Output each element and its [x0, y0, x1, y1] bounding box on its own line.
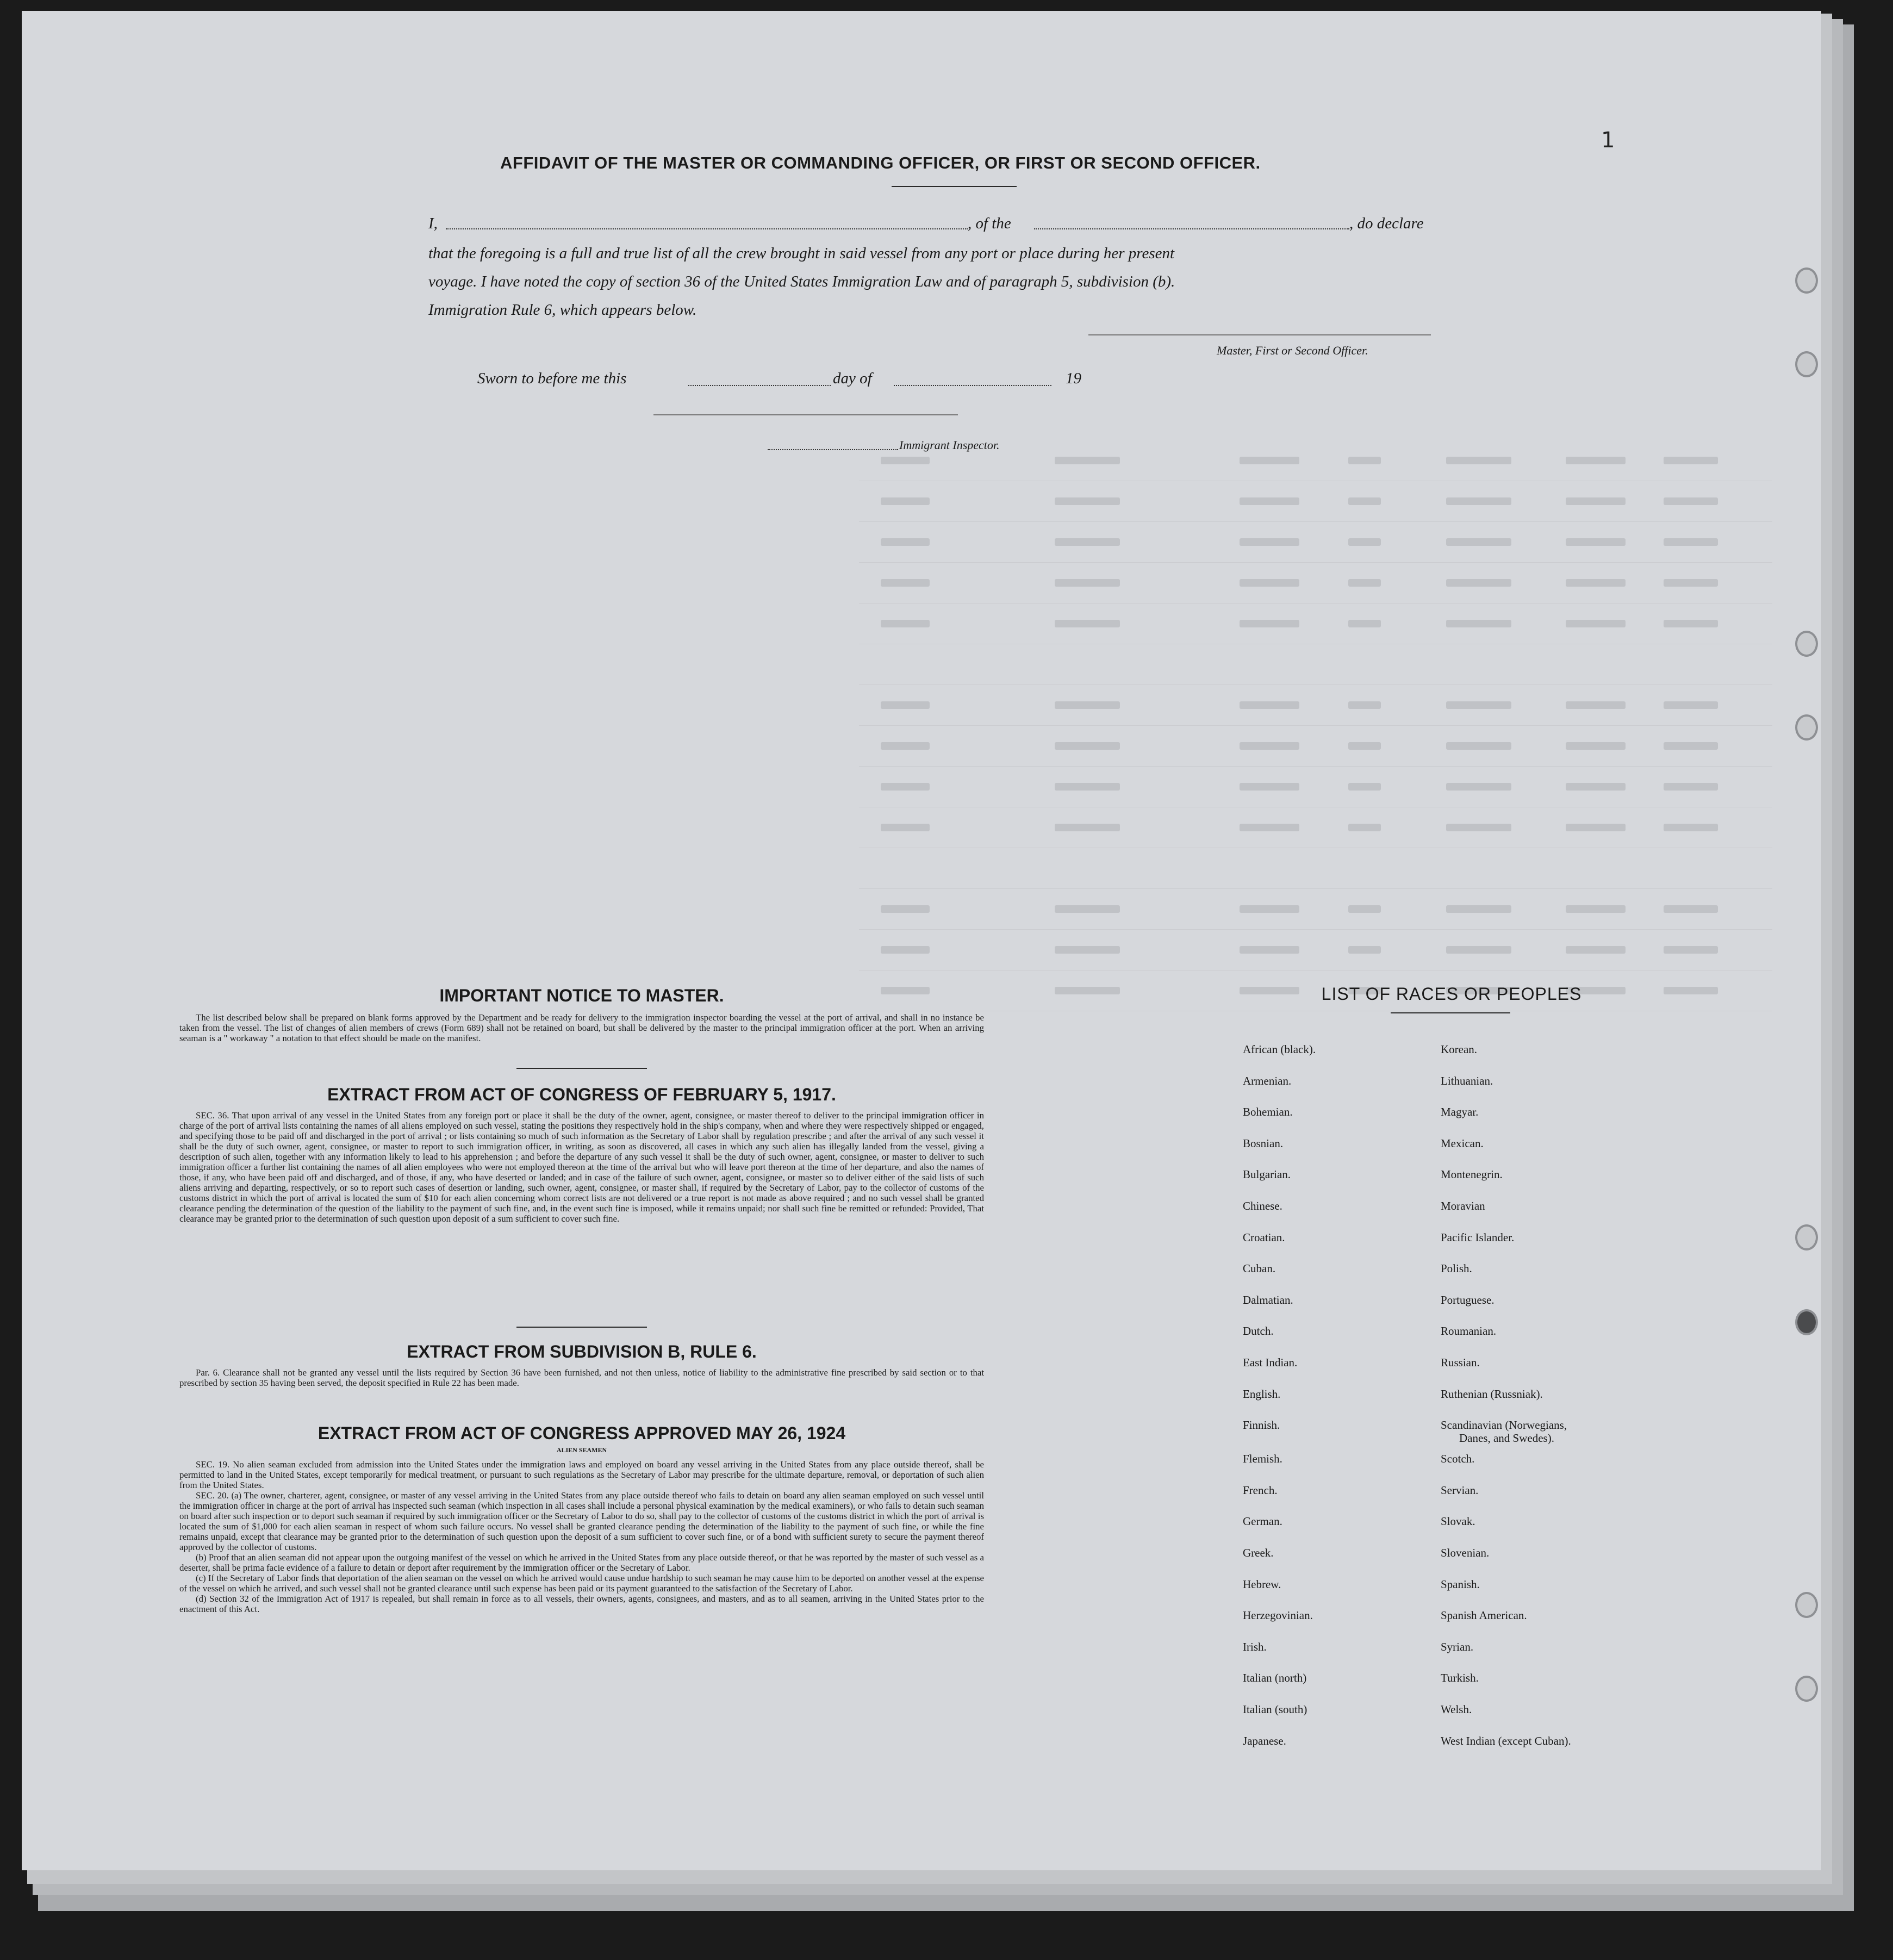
bleed-through-mark	[1664, 905, 1718, 913]
race-item: Portuguese.	[1441, 1293, 1495, 1306]
notice-text: The list described below shall be prepared on blank forms approved by the Department and be ready for delivery to the immigration inspector boarding the vessel at the port of arrival, and shall in no instance be taken from the vessel. The list of changes of alien members of crews (Form 689) shall not be retained on board, but shall be delivered by the master to the principal immigration officer at the port. When an arriving seaman is a " workaway " a notation to that effect should be made on the manifest.	[179, 1012, 984, 1043]
affidavit-line-2: that the foregoing is a full and true list of all the crew brought in said vessel from any port or place during her present	[428, 245, 1175, 262]
race-item: Japanese.	[1243, 1734, 1286, 1747]
sec-20a: SEC. 20. (a) The owner, charterer, agent, consignee, or master of any vessel arriving in the United States from any place outside thereof who fails to detain on board any alien seaman employed on such vessel until the immigration officer in charge at the port of arrival has inspected such seaman (which inspection in all cases shall include a personal physical examination by the medical examiners), or who fails to detain such seaman on board after such inspection or to deport such seaman if required by such immigration officer or the Secretary of Labor to do so, shall pay to the collector of customs of the customs district in which the port of arrival is located the sum of $1,000 for each alien seaman in respect of whom such failure occurs. No vessel shall be granted clearance pending the determination of the liability to the payment of such fine, or while the fine remains unpaid, except that clearance may be granted prior to the determination of such question upon the deposit of a sum sufficient to cover such fine, or of a bond with sufficient surety to secure the payment thereof approved by the collector of customs.	[179, 1490, 984, 1552]
bleed-through-mark	[1240, 905, 1299, 913]
bleed-through-mark	[1348, 946, 1381, 954]
bleed-through-mark	[1664, 620, 1718, 627]
race-item: Servian.	[1441, 1483, 1479, 1497]
bleed-through-row	[859, 848, 1772, 889]
race-item: Irish.	[1243, 1640, 1267, 1653]
race-item: Bosnian.	[1243, 1136, 1284, 1150]
race-item: West Indian (except Cuban).	[1441, 1734, 1571, 1747]
bleed-through-mark	[1240, 538, 1299, 546]
binder-hole	[1795, 1309, 1818, 1335]
bleed-through-mark	[1664, 946, 1718, 954]
bleed-through-mark	[1240, 783, 1299, 791]
race-item: Croatian.	[1243, 1230, 1285, 1244]
bleed-through-mark	[1566, 457, 1626, 464]
bleed-through-mark	[1566, 905, 1626, 913]
sec-20b: (b) Proof that an alien seaman did not appear upon the outgoing manifest of the vessel on which he arrived in the United States from any place outside thereof, or that he was reported by the master of such vessel as a deserter, shall be prima facie evidence of a failure to detain or deport after requirement by the immigration officer or the Secretary of Labor.	[179, 1552, 984, 1573]
bleed-through-mark	[1446, 824, 1511, 831]
bleed-through-mark	[1055, 538, 1120, 546]
bleed-through-mark	[1446, 457, 1511, 464]
binder-hole	[1795, 714, 1818, 741]
race-item: Moravian	[1441, 1199, 1485, 1212]
bleed-through-mark	[1446, 497, 1511, 505]
bleed-through-mark	[1664, 579, 1718, 587]
race-item: Flemish.	[1243, 1452, 1282, 1466]
bleed-through-mark	[1664, 457, 1718, 464]
bleed-through-mark	[1055, 824, 1120, 831]
inspector-caption: Immigrant Inspector.	[899, 438, 1000, 452]
bleed-through-mark	[1664, 824, 1718, 831]
race-item: Korean.	[1441, 1043, 1478, 1056]
race-item: Finnish.	[1243, 1418, 1280, 1432]
bleed-through-mark	[1055, 987, 1120, 994]
inspector-dotted-line	[768, 449, 898, 450]
bleed-through-row	[859, 522, 1772, 563]
race-item: German.	[1243, 1515, 1282, 1528]
bleed-through-mark	[1240, 824, 1299, 831]
bleed-through-mark	[1055, 905, 1120, 913]
race-item: French.	[1243, 1483, 1278, 1497]
bleed-through-mark	[1664, 742, 1718, 750]
bleed-through-mark	[881, 742, 930, 750]
bleed-through-mark	[1446, 620, 1511, 627]
bleed-through-mark	[1664, 701, 1718, 709]
affidavit-i: I,	[428, 215, 438, 232]
race-item: Italian (north)	[1243, 1671, 1307, 1685]
race-item: Herzegovinian.	[1243, 1609, 1313, 1622]
document-page	[22, 11, 1821, 1870]
bleed-through-mark	[1055, 946, 1120, 954]
bleed-through-row	[859, 726, 1772, 767]
bleed-through-mark	[1566, 538, 1626, 546]
bleed-through-mark	[1240, 620, 1299, 627]
race-item: African (black).	[1243, 1043, 1316, 1056]
race-item: Spanish American.	[1441, 1609, 1527, 1622]
bleed-through-mark	[1240, 497, 1299, 505]
race-item: Chinese.	[1243, 1199, 1282, 1212]
extract-1917-text: SEC. 36. That upon arrival of any vessel in the United States from any foreign port or place it shall be the duty of the owner, agent, consignee, or master thereof to deliver to the principal immigration officer in charge of the port of arrival lists containing the names of all aliens employed on such vessel, stating the positions they respectively hold in the ship's company, when and where they were respectively shipped or engaged, and specifying those to be paid off and discharged in the port of arrival ; or lists containing so much of such information as the Secretary of Labor shall by regulation prescribe ; and after the arrival of any such vessel it shall be the duty of such owner, agent, consignee, or master to report to such immigration officer, in writing, as soon as discovered, all cases in which any such alien has illegally landed from the vessel, giving a description of such alien, together with any information likely to lead to his apprehension ; and before the departure of any such vessel it shall be the duty of such owner, agent, consignee, or master to deliver to such immigration officer a further list containing the names of all alien employees who were not employed thereon at the time of the arrival but who will leave port thereon at the time of her departure, and also the names of those, if any, who have been paid off and discharged, and of those, if any, who have deserted or landed; and in case of the failure of such owner, agent, consignee, or master so to deliver either of the said lists of such aliens arriving and departing, respectively, or so to report such cases of desertion or landing, such owner, agent, consignee, or master shall, if required by the Secretary of Labor, pay to the collector of customs of the customs district in which the port of arrival is located the sum of $10 for each alien concerning whom correct lists are not delivered or a true report is not made as above required ; and no such vessel shall be granted clearance pending the determination of the question of the liability to the payment of such fine, and, in the event such fine is imposed, while it remains unpaid; nor shall such fine be remitted or refunded: Provided, That clearance may be granted prior to the determination of such question upon deposit of a sum sufficient to cover such fine.	[179, 1110, 984, 1224]
affidavit-line-4: Immigration Rule 6, which appears below.	[428, 301, 697, 319]
bleed-through-mark	[1348, 783, 1381, 791]
bleed-through-mark	[1566, 783, 1626, 791]
race-item: Roumanian.	[1441, 1324, 1497, 1338]
bleed-through-mark	[881, 620, 930, 627]
bleed-through-mark	[1055, 579, 1120, 587]
divider	[516, 1327, 647, 1328]
bleed-through-mark	[1348, 742, 1381, 750]
race-item: Bulgarian.	[1243, 1168, 1291, 1181]
affidavit-of-the: , of the	[968, 215, 1011, 232]
signature-line	[1088, 334, 1431, 335]
vessel-line	[1034, 228, 1349, 229]
race-item: Greek.	[1243, 1546, 1274, 1559]
bleed-through-mark	[1446, 905, 1511, 913]
race-item: Slovenian.	[1441, 1546, 1490, 1559]
bleed-through-mark	[1566, 579, 1626, 587]
race-item: Syrian.	[1441, 1640, 1474, 1653]
bleed-through-mark	[1664, 538, 1718, 546]
race-item: Welsh.	[1441, 1703, 1472, 1716]
race-item: Armenian.	[1243, 1074, 1292, 1087]
bleed-through-mark	[881, 701, 930, 709]
race-item: East Indian.	[1243, 1356, 1298, 1369]
race-item: English.	[1243, 1387, 1281, 1401]
bleed-through-mark	[1348, 824, 1381, 831]
title-rule	[892, 186, 1017, 187]
bleed-through-mark	[1566, 742, 1626, 750]
race-item: Hebrew.	[1243, 1577, 1281, 1591]
bleed-through-mark	[1446, 579, 1511, 587]
bleed-through-mark	[1446, 538, 1511, 546]
bleed-through-mark	[1348, 620, 1381, 627]
race-item: Slovak.	[1441, 1515, 1475, 1528]
races-title-rule	[1391, 1012, 1510, 1013]
race-item: Dutch.	[1243, 1324, 1274, 1338]
race-item: Montenegrin.	[1441, 1168, 1503, 1181]
bleed-through-mark	[1348, 905, 1381, 913]
sworn-day-line	[688, 385, 831, 386]
bleed-through-mark	[1446, 701, 1511, 709]
bleed-through-row	[859, 889, 1772, 930]
bleed-through-row	[859, 807, 1772, 848]
name-line	[446, 228, 968, 229]
binder-hole	[1795, 631, 1818, 657]
bleed-through-mark	[1566, 946, 1626, 954]
bleed-through-mark	[1240, 457, 1299, 464]
bleed-through-mark	[1055, 497, 1120, 505]
binder-hole	[1795, 1224, 1818, 1250]
bleed-through-mark	[1446, 783, 1511, 791]
bleed-through-mark	[1446, 946, 1511, 954]
act-1924-subtitle: ALIEN SEAMEN	[556, 1446, 607, 1454]
rule6-text: Par. 6. Clearance shall not be granted any vessel until the lists required by Section 36 have been furnished, and not then unless, notice of liability to the administrative fine prescribed by said section or to that prescribed by section 35 having been served, the deposit specified in Rule 22 has been made.	[179, 1367, 984, 1388]
bleed-through-mark	[1566, 620, 1626, 627]
race-item: Mexican.	[1441, 1136, 1484, 1150]
race-item: Polish.	[1441, 1262, 1472, 1275]
bleed-through-row	[859, 481, 1772, 522]
bleed-through-mark	[1664, 783, 1718, 791]
bleed-through-mark	[881, 497, 930, 505]
bleed-through-row	[859, 685, 1772, 726]
bleed-through-mark	[1566, 824, 1626, 831]
bleed-through-mark	[1664, 497, 1718, 505]
affidavit-title: AFFIDAVIT OF THE MASTER OR COMMANDING OFFICER, OR FIRST OR SECOND OFFICER.	[500, 153, 1261, 172]
bleed-through-mark	[1240, 742, 1299, 750]
race-item: Russian.	[1441, 1356, 1480, 1369]
race-item: Lithuanian.	[1441, 1074, 1493, 1087]
act-1924-text	[179, 1459, 984, 1614]
rule6-title: EXTRACT FROM SUBDIVISION B, RULE 6.	[407, 1342, 757, 1361]
binder-hole	[1795, 351, 1818, 377]
race-item: Scandinavian (Norwegians,	[1441, 1418, 1567, 1432]
bleed-through-mark	[881, 905, 930, 913]
binder-hole	[1795, 267, 1818, 294]
binder-hole	[1795, 1676, 1818, 1702]
bleed-through-row	[859, 603, 1772, 644]
bleed-through-mark	[881, 783, 930, 791]
bleed-through-mark	[1348, 538, 1381, 546]
bleed-through-row	[859, 930, 1772, 970]
bleed-through-mark	[881, 946, 930, 954]
day-of-label: day of	[833, 370, 872, 387]
race-item: Magyar.	[1441, 1105, 1479, 1119]
affidavit-declare: , do declare	[1349, 215, 1424, 232]
bleed-through-mark	[1348, 701, 1381, 709]
bleed-through-mark	[1348, 457, 1381, 464]
bleed-through-mark	[1240, 701, 1299, 709]
sec-19: SEC. 19. No alien seaman excluded from admission into the United States under the immigration laws and employed on board any vessel arriving in the United States from any place outside thereof, shall be permitted to land in the United States, except temporarily for medical treatment, or pursuant to such regulations as the Secretary of Labor may prescribe for the ultimate departure, removal, or deportation of such alien from the United States.	[179, 1459, 984, 1490]
divider	[516, 1068, 647, 1069]
race-item: Italian (south)	[1243, 1703, 1307, 1716]
sworn-month-line	[894, 385, 1051, 386]
race-item: Cuban.	[1243, 1262, 1276, 1275]
bleed-through-mark	[881, 457, 930, 464]
races-title: LIST OF RACES OR PEOPLES	[1321, 984, 1582, 1004]
bleed-through-table	[859, 440, 1772, 1011]
bleed-through-mark	[1240, 579, 1299, 587]
master-caption: Master, First or Second Officer.	[1217, 344, 1368, 357]
binder-hole	[1795, 1592, 1818, 1618]
race-item: Turkish.	[1441, 1671, 1479, 1685]
bleed-through-mark	[1446, 742, 1511, 750]
race-item-continued: Danes, and Swedes).	[1459, 1432, 1554, 1445]
bleed-through-mark	[1348, 579, 1381, 587]
year-label: 19	[1066, 370, 1081, 387]
bleed-through-mark	[1055, 457, 1120, 464]
inspector-signature-line	[653, 414, 958, 415]
extract-1917-title: EXTRACT FROM ACT OF CONGRESS OF FEBRUARY 5, 1917.	[327, 1085, 836, 1104]
bleed-through-mark	[881, 538, 930, 546]
bleed-through-row	[859, 767, 1772, 807]
race-item: Spanish.	[1441, 1577, 1480, 1591]
sworn-label: Sworn to before me this	[477, 370, 627, 387]
bleed-through-mark	[1055, 783, 1120, 791]
bleed-through-mark	[881, 579, 930, 587]
bleed-through-mark	[1055, 742, 1120, 750]
bleed-through-mark	[881, 824, 930, 831]
notice-title: IMPORTANT NOTICE TO MASTER.	[439, 986, 724, 1005]
bleed-through-mark	[1240, 946, 1299, 954]
bleed-through-row	[859, 563, 1772, 603]
bleed-through-mark	[1348, 497, 1381, 505]
race-item: Pacific Islander.	[1441, 1230, 1515, 1244]
affidavit-line-3: voyage. I have noted the copy of section 36 of the United States Immigration Law and of paragraph 5, subdivision (b).	[428, 273, 1175, 290]
handwritten-page-number: 1	[1601, 128, 1615, 153]
bleed-through-mark	[1055, 701, 1120, 709]
sec-20d: (d) Section 32 of the Immigration Act of 1917 is repealed, but shall remain in force as to all vessels, their owners, agents, consignees, and masters, and as to all seamen, arriving in the United States prior to the enactment of this Act.	[179, 1594, 984, 1614]
sec-20c: (c) If the Secretary of Labor finds that deportation of the alien seaman on the vessel on which he arrived would cause undue hardship to such seaman he may cause him to be deported on another vessel at the expense of the vessel on which he arrived, and such vessel shall not be granted clearance until such expense has been paid or its payment guaranteed to the satisfaction of the Secretary of Labor.	[179, 1573, 984, 1594]
race-item: Ruthenian (Russniak).	[1441, 1387, 1543, 1401]
bleed-through-mark	[1566, 701, 1626, 709]
race-item: Bohemian.	[1243, 1105, 1293, 1119]
act-1924-title: EXTRACT FROM ACT OF CONGRESS APPROVED MAY 26, 1924	[317, 1423, 846, 1443]
race-item: Scotch.	[1441, 1452, 1475, 1466]
bleed-through-row	[859, 644, 1772, 685]
bleed-through-mark	[1566, 497, 1626, 505]
bleed-through-mark	[1055, 620, 1120, 627]
race-item: Dalmatian.	[1243, 1293, 1293, 1306]
